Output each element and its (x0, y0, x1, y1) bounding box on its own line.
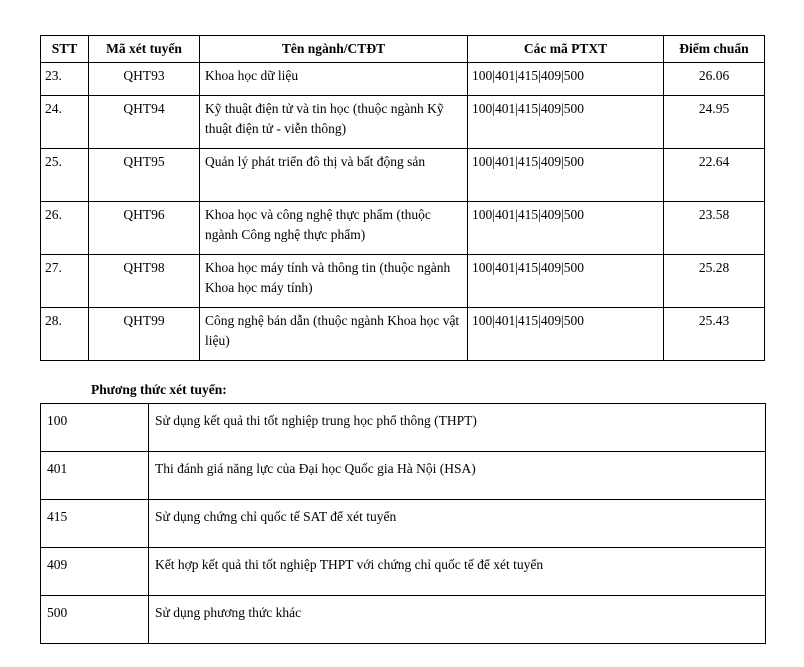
table-row (41, 149, 765, 202)
section-title: Phương thức xét tuyển: (91, 382, 227, 397)
table-row (41, 63, 765, 96)
admission-scores-table (40, 35, 765, 361)
header-ma-xet-tuyen: Mã xét tuyển (89, 36, 200, 63)
table-header-row (41, 36, 765, 63)
cell-diem: 23.58 (664, 202, 765, 255)
cell-diem: 22.64 (664, 149, 765, 202)
cell-stt: 27. (41, 255, 89, 308)
cell-ptxt: 100|401|415|409|500 (468, 308, 664, 361)
cell-ma: QHT99 (89, 308, 200, 361)
cell-ma: QHT95 (89, 149, 200, 202)
header-stt: STT (41, 36, 89, 63)
cell-ptxt: 100|401|415|409|500 (468, 63, 664, 96)
cell-ten: Khoa học dữ liệu (200, 63, 468, 96)
cell-ma: QHT96 (89, 202, 200, 255)
cell-diem: 26.06 (664, 63, 765, 96)
method-desc: Sử dụng phương thức khác (149, 596, 766, 644)
cell-ten: Kỹ thuật điện tử và tin học (thuộc ngành Kỹ thuật điện tử - viễn thông) (200, 96, 468, 149)
method-row (41, 500, 766, 548)
method-code: 401 (41, 452, 149, 500)
method-code: 415 (41, 500, 149, 548)
method-desc: Thi đánh giá năng lực của Đại học Quốc gia Hà Nội (HSA) (149, 452, 766, 500)
cell-stt: 28. (41, 308, 89, 361)
method-row (41, 452, 766, 500)
method-row (41, 596, 766, 644)
cell-diem: 25.28 (664, 255, 765, 308)
method-code: 100 (41, 404, 149, 452)
cell-ptxt: 100|401|415|409|500 (468, 255, 664, 308)
cell-ten: Khoa học và công nghệ thực phẩm (thuộc ngành Công nghệ thực phẩm) (200, 202, 468, 255)
cell-ten: Quản lý phát triển đô thị và bất động sản (200, 149, 468, 202)
header-diem-chuan: Điểm chuẩn (664, 36, 765, 63)
cell-diem: 25.43 (664, 308, 765, 361)
method-code: 409 (41, 548, 149, 596)
cell-stt: 24. (41, 96, 89, 149)
cell-ma: QHT98 (89, 255, 200, 308)
methods-table (40, 403, 766, 644)
method-code: 500 (41, 596, 149, 644)
cell-stt: 23. (41, 63, 89, 96)
table-row (41, 255, 765, 308)
table-row (41, 308, 765, 361)
header-ten-nganh: Tên ngành/CTĐT (200, 36, 468, 63)
cell-ten: Công nghệ bán dẫn (thuộc ngành Khoa học vật liệu) (200, 308, 468, 361)
cell-stt: 25. (41, 149, 89, 202)
method-desc: Sử dụng chứng chỉ quốc tế SAT để xét tuyển (149, 500, 766, 548)
method-row (41, 404, 766, 452)
method-row (41, 548, 766, 596)
cell-ma: QHT93 (89, 63, 200, 96)
cell-ten: Khoa học máy tính và thông tin (thuộc ngành Khoa học máy tính) (200, 255, 468, 308)
method-desc: Sử dụng kết quả thi tốt nghiệp trung học phổ thông (THPT) (149, 404, 766, 452)
table-row (41, 202, 765, 255)
cell-ptxt: 100|401|415|409|500 (468, 149, 664, 202)
header-cac-ma-ptxt: Các mã PTXT (468, 36, 664, 63)
cell-diem: 24.95 (664, 96, 765, 149)
method-desc: Kết hợp kết quả thi tốt nghiệp THPT với chứng chỉ quốc tế để xét tuyển (149, 548, 766, 596)
cell-ptxt: 100|401|415|409|500 (468, 96, 664, 149)
cell-ptxt: 100|401|415|409|500 (468, 202, 664, 255)
cell-stt: 26. (41, 202, 89, 255)
cell-ma: QHT94 (89, 96, 200, 149)
table-row (41, 96, 765, 149)
